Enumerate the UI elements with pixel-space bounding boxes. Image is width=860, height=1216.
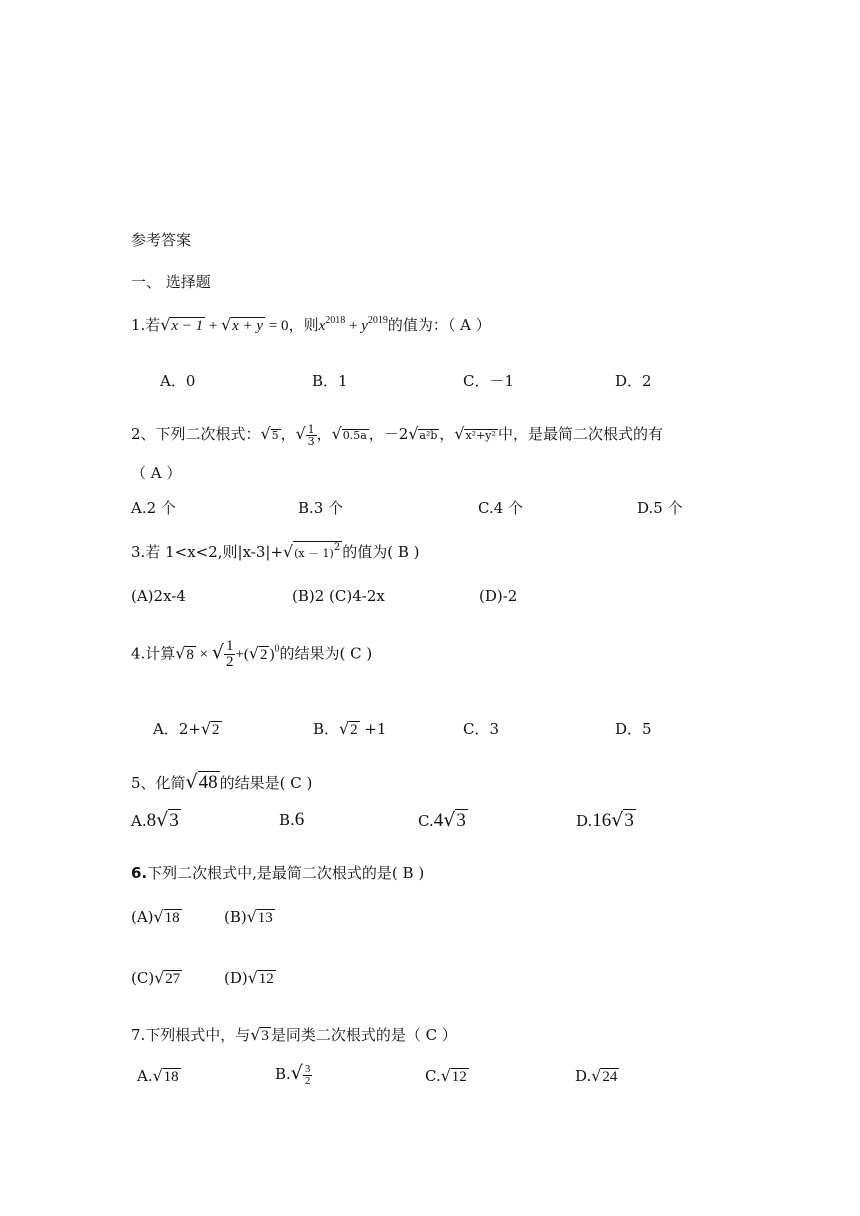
q5-option-b: B.6	[279, 809, 305, 830]
q4-option-b: B．√2 +1	[313, 719, 387, 738]
question-4: 4.计算√8 × √ $\frac{1}{2}$ +(√2 )$^0$的结果为( C )	[131, 638, 373, 670]
question-1: 1.若√x − 1 + √x + y = 0，则$x^{2018} + y^{2019}$的值为：（ A ）	[131, 315, 491, 334]
q7-option-d: D.√24	[575, 1066, 618, 1085]
q7-option-a: A.√18	[137, 1066, 179, 1085]
q3-option-d: (D)-2	[479, 587, 518, 605]
question-3: 3.若 1<x<2,则|x-3|+√(x － 1)2 的值为( B )	[131, 542, 420, 561]
q6-option-b: (B)√13	[224, 907, 273, 926]
q6-option-d: (D)√12	[224, 968, 274, 987]
q2-option-d: D.5 个	[637, 499, 683, 517]
q3-option-bc: (B)2 (C)4-2x	[292, 587, 385, 605]
q5-option-c: C.4√3	[418, 809, 466, 831]
q6-option-c: (C)√27	[131, 968, 181, 987]
q1-option-d: D．2	[615, 372, 652, 390]
q2-option-b: B.3 个	[298, 499, 344, 517]
q2-answer: （ A ）	[131, 464, 182, 482]
q4-option-a: A．2+√2	[153, 719, 220, 738]
q1-option-c: C．－1	[463, 372, 515, 390]
question-6: 6.下列二次根式中,是最简二次根式的是( B )	[131, 864, 425, 882]
question-7: 7.下列根式中，与√3 是同类二次根式的是（ C ）	[131, 1025, 457, 1044]
q3-option-a: (A)2x-4	[131, 587, 186, 605]
q4-option-c: C．3	[463, 720, 500, 738]
section-title: 一、 选择题	[131, 273, 211, 291]
q6-option-a: (A)√18	[131, 907, 180, 926]
q7-option-b: B.√ $\frac{3}{2}$	[275, 1062, 311, 1087]
q1-option-b: B．1	[312, 372, 348, 390]
question-5: 5、化简√48 的结果是( C )	[131, 771, 313, 793]
q1-option-a: A．0	[160, 372, 196, 390]
answer-key-heading: 参考答案	[131, 231, 192, 249]
q7-option-c: C.√12	[425, 1066, 467, 1085]
q2-option-c: C.4 个	[478, 499, 524, 517]
q2-option-a: A.2 个	[131, 499, 176, 517]
q5-option-d: D.16√3	[576, 809, 634, 831]
q4-option-d: D．5	[615, 720, 652, 738]
q5-option-a: A.8√3	[131, 809, 179, 831]
question-2: 2、下列二次根式：√5 ，√ $\frac{1}{3}$ ，√0.5a ，－2√a²b ，√x²+y² 中，是最简二次根式的有	[131, 422, 663, 448]
